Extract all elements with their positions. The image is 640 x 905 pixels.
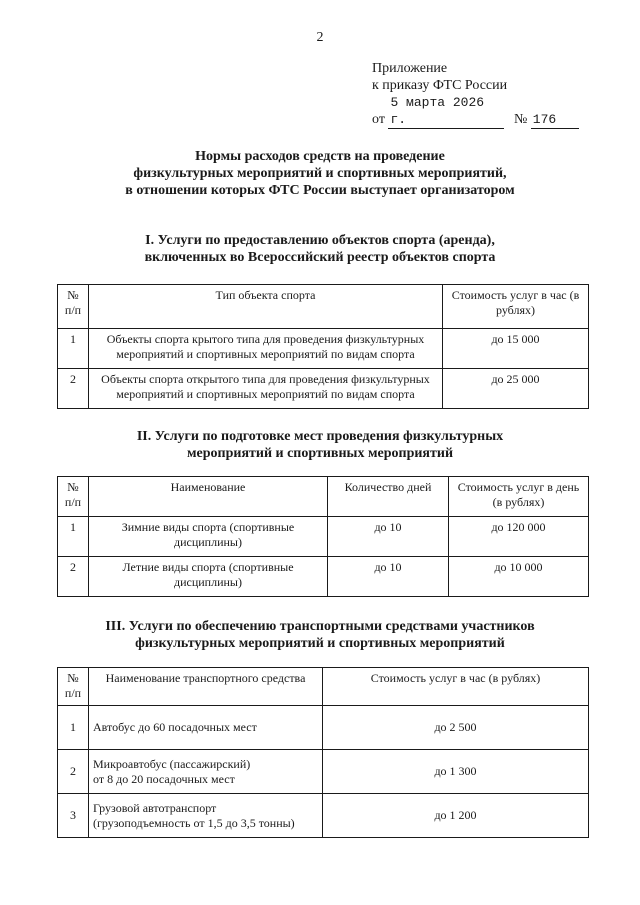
number-prefix: №	[513, 112, 528, 127]
section-3-title-line-1: III. Услуги по обеспечению транспортными средствами участников	[105, 619, 535, 634]
header-cost: Стоимость услуг в час (в рублях)	[323, 668, 589, 706]
row-name-line: Автобус до 60 посадочных мест	[93, 720, 257, 734]
table-row	[58, 794, 589, 838]
row-num: 1	[58, 329, 89, 369]
order-number: 176	[531, 111, 579, 129]
row-num: 1	[58, 517, 89, 557]
date-prefix: от	[372, 112, 385, 127]
document-title	[0, 148, 640, 199]
header-num: № п/п	[58, 477, 89, 517]
row-cost: до 15 000	[443, 329, 589, 369]
table-row	[58, 517, 589, 557]
section-1-table	[57, 284, 589, 409]
table-row	[58, 706, 589, 750]
row-num: 2	[58, 369, 89, 409]
section-2-table	[57, 476, 589, 597]
row-cost: до 1 300	[323, 750, 589, 794]
row-cost: до 10 000	[449, 557, 589, 597]
table-row	[58, 750, 589, 794]
header-type: Тип объекта спорта	[89, 285, 443, 329]
row-cost: до 120 000	[449, 517, 589, 557]
table-row	[58, 329, 589, 369]
row-name	[89, 794, 323, 838]
table-header-row	[58, 285, 589, 329]
row-days: до 10	[328, 557, 449, 597]
row-cost: до 1 200	[323, 794, 589, 838]
header-num: № п/п	[58, 668, 89, 706]
title-line-2: физкультурных мероприятий и спортивных мероприятий,	[133, 166, 507, 181]
table-header-row	[58, 477, 589, 517]
row-type: Объекты спорта крытого типа для проведения физкультурных мероприятий и спортивных мероприятий по видам спорта	[89, 329, 443, 369]
header-days: Количество дней	[328, 477, 449, 517]
section-3-title	[0, 618, 640, 652]
title-line-1: Нормы расходов средств на проведение	[195, 149, 445, 164]
row-name-line: Микроавтобус (пассажирский)	[93, 756, 251, 771]
appendix-order-ref: к приказу ФТС России	[372, 78, 508, 93]
row-num: 1	[58, 706, 89, 750]
row-name	[89, 750, 323, 794]
row-type: Объекты спорта открытого типа для проведения физкультурных мероприятий и спортивных мероприятий по видам спорта	[89, 369, 443, 409]
order-date: 5 марта 2026 г.	[388, 94, 504, 129]
row-num: 2	[58, 557, 89, 597]
row-num: 2	[58, 750, 89, 794]
header-name: Наименование	[89, 477, 328, 517]
section-3-title-line-2: физкультурных мероприятий и спортивных мероприятий	[135, 636, 505, 651]
appendix-block	[372, 60, 579, 129]
section-1-title	[0, 232, 640, 266]
row-name-line: (грузоподъемность от 1,5 до 3,5 тонны)	[93, 815, 295, 830]
row-num: 3	[58, 794, 89, 838]
header-num: № п/п	[58, 285, 89, 329]
row-cost: до 2 500	[323, 706, 589, 750]
section-2-title-line-1: II. Услуги по подготовке мест проведения физкультурных	[136, 429, 504, 444]
row-name: Летние виды спорта (спортивные дисциплины)	[89, 557, 328, 597]
header-cost: Стоимость услуг в час (в рублях)	[443, 285, 589, 329]
table-row	[58, 369, 589, 409]
table-header-row	[58, 668, 589, 706]
appendix-date-line	[372, 94, 579, 129]
section-1-title-line-2: включенных во Всероссийский реестр объектов спорта	[144, 250, 496, 265]
row-name: Зимние виды спорта (спортивные дисциплины)	[89, 517, 328, 557]
section-3-table	[57, 667, 589, 838]
page-number: 2	[316, 30, 324, 45]
section-2-title-line-2: мероприятий и спортивных мероприятий	[186, 446, 454, 461]
table-row	[58, 557, 589, 597]
section-2-title	[0, 428, 640, 462]
title-line-3: в отношении которых ФТС России выступает организатором	[125, 183, 515, 198]
appendix-label: Приложение	[372, 61, 448, 76]
row-name-line: Грузовой автотранспорт	[93, 800, 217, 815]
row-cost: до 25 000	[443, 369, 589, 409]
header-name: Наименование транспортного средства	[89, 668, 323, 706]
row-name-line: от 8 до 20 посадочных мест	[93, 771, 235, 786]
header-cost: Стоимость услуг в день (в рублях)	[449, 477, 589, 517]
row-days: до 10	[328, 517, 449, 557]
row-name	[89, 706, 323, 750]
section-1-title-line-1: I. Услуги по предоставлению объектов спорта (аренда),	[145, 233, 495, 248]
